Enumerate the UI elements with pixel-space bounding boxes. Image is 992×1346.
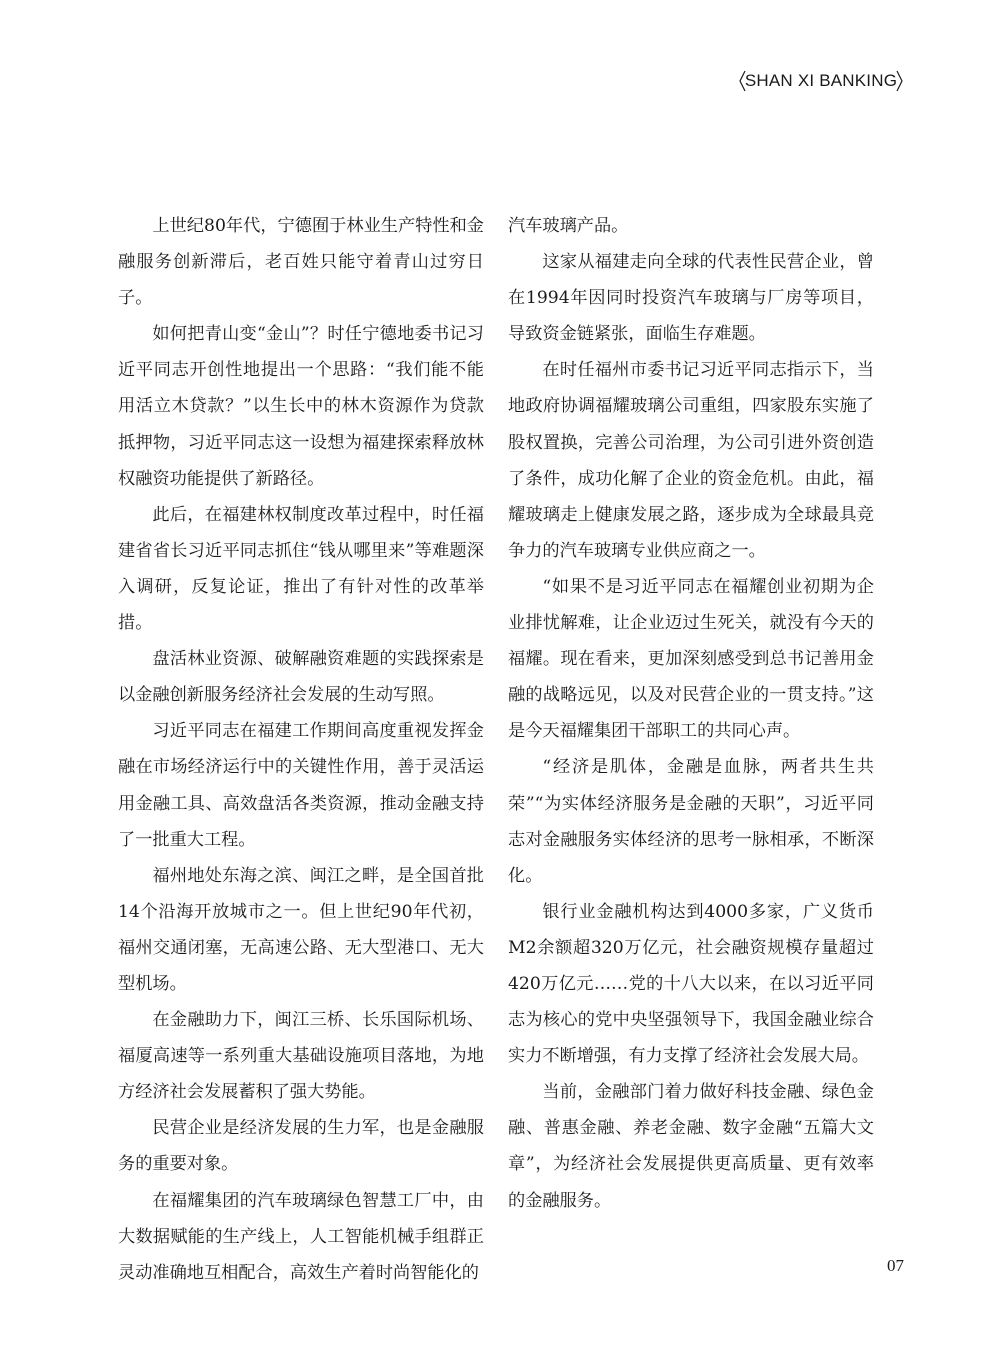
paragraph: 在时任福州市委书记习近平同志指示下，当地政府协调福耀玻璃公司重组，四家股东实施了股权置换，完善公司治理，为公司引进外资创造了条件，成功化解了企业的资金危机。由此，福耀玻璃走上健康发展之路，逐步成为全球最具竞争力的汽车玻璃专业供应商之一。 <box>508 360 874 561</box>
paragraph: 盘活林业资源、破解融资难题的实践探索是以金融创新服务经济社会发展的生动写照。 <box>118 649 484 706</box>
paragraph: 民营企业是经济发展的生力军，也是金融服务的重要对象。 <box>118 1118 484 1175</box>
paragraph: 在金融助力下，闽江三桥、长乐国际机场、福厦高速等一系列重大基础设施项目落地，为地方经济社会发展蓄积了强大势能。 <box>118 1010 484 1103</box>
paragraph: 这家从福建走向全球的代表性民营企业，曾在1994年因同时投资汽车玻璃与厂房等项目，导致资金链紧张，面临生存难题。 <box>508 252 874 345</box>
paragraph: 银行业金融机构达到4000多家，广义货币M2余额超320万亿元，社会融资规模存量超过420万亿元……党的十八大以来，在以习近平同志为核心的党中央坚强领导下，我国金融业综合实力不断增强，有力支撑了经济社会发展大局。 <box>508 901 874 1067</box>
paragraph: 当前，金融部门着力做好科技金融、绿色金融、普惠金融、养老金融、数字金融“五篇大文章”，为经济社会发展提供更高质量、更有效率的金融服务。 <box>508 1082 874 1211</box>
header-tag <box>739 70 903 92</box>
paragraph: 上世纪80年代，宁德囿于林业生产特性和金融服务创新滞后，老百姓只能守着青山过穷日子。 <box>118 216 484 309</box>
paragraph: “经济是肌体，金融是血脉，两者共生共荣”“为实体经济服务是金融的天职”，习近平同志对金融服务实体经济的思考一脉相承，不断深化。 <box>508 757 874 886</box>
paragraph: 习近平同志在福建工作期间高度重视发挥金融在市场经济运行中的关键性作用，善于灵活运用金融工具、高效盘活各类资源，推动金融支持了一批重大工程。 <box>118 721 484 850</box>
paragraph-continuation: 汽车玻璃产品。 <box>508 216 629 236</box>
paragraph: “如果不是习近平同志在福耀创业初期为企业排忧解难，让企业迈过生死关，就没有今天的福耀。现在看来，更加深刻感受到总书记善用金融的战略远见，以及对民营企业的一贯支持。”这是今天福耀集团干部职工的共同心声。 <box>508 576 874 742</box>
paragraph: 此后，在福建林权制度改革过程中，时任福建省省长习近平同志抓住“钱从哪里来”等难题深入调研，反复论证，推出了有针对性的改革举措。 <box>118 504 484 634</box>
paragraph: 福州地处东海之滨、闽江之畔，是全国首批14个沿海开放城市之一。但上世纪90年代初，福州交通闭塞，无高速公路、无大型港口、无大型机场。 <box>118 865 484 994</box>
left-column <box>118 208 484 1291</box>
header-tag-text: SHAN XI BANKING <box>744 71 898 90</box>
paragraph: 在福耀集团的汽车玻璃绿色智慧工厂中，由大数据赋能的生产线上，人工智能机械手组群正灵动准确地互相配合，高效生产着时尚智能化的 <box>118 1190 484 1283</box>
right-column <box>508 208 874 1219</box>
page-number: 07 <box>887 1256 904 1275</box>
paragraph: 如何把青山变“金山”？时任宁德地委书记习近平同志开创性地提出一个思路：“我们能不能用活立木贷款？”以生长中的林木资源作为贷款抵押物，习近平同志这一设想为福建探索释放林权融资功能提供了新路径。 <box>118 324 484 489</box>
